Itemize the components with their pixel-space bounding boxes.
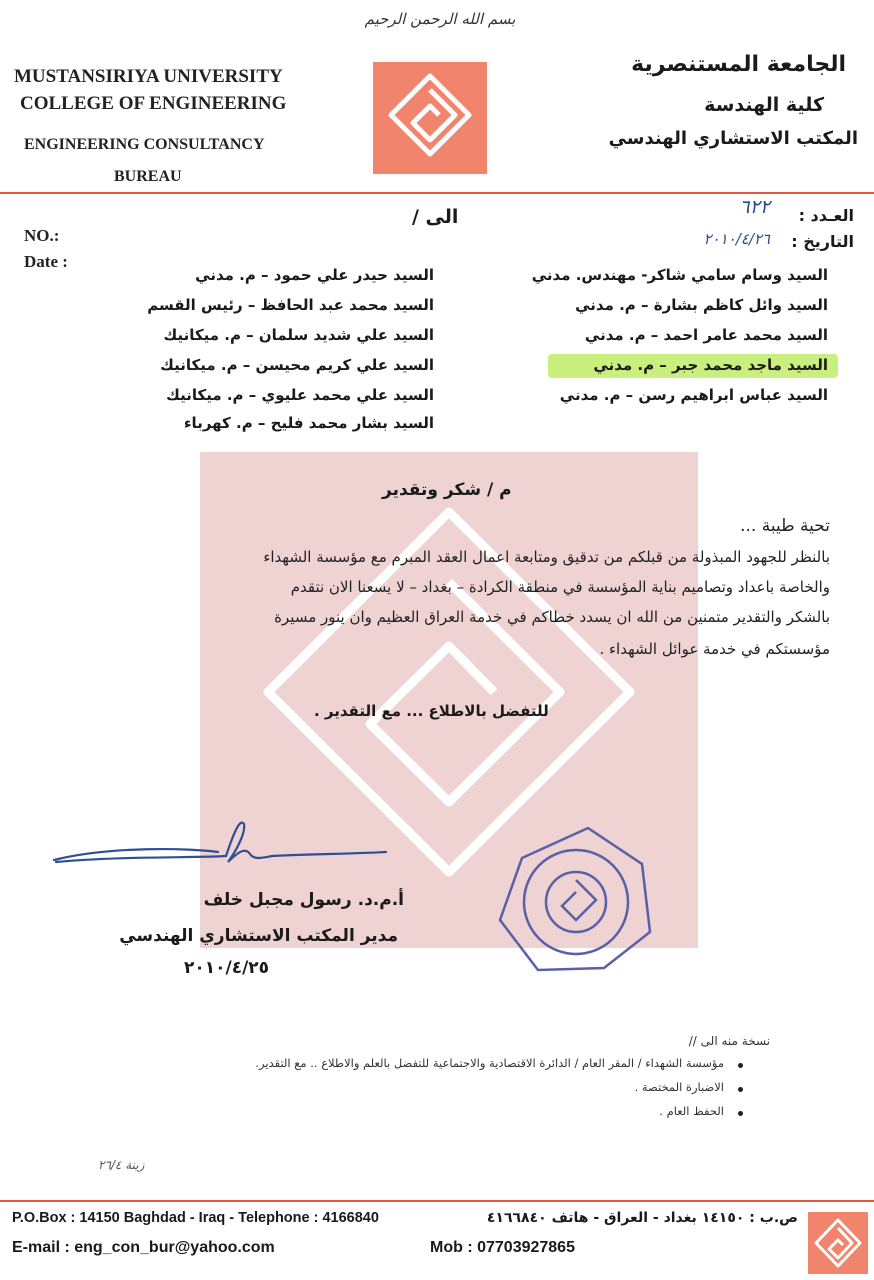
date-label-en: Date : — [24, 252, 68, 271]
to-label: الى / — [412, 206, 459, 228]
basmala: بسم الله الرحمن الرحيم — [364, 10, 516, 28]
number-value: ٦٢٢ — [739, 196, 770, 218]
official-stamp — [492, 820, 662, 976]
university-logo — [373, 62, 487, 174]
footer-email[interactable]: E-mail : eng_con_bur@yahoo.com — [12, 1239, 275, 1256]
logo-emblem-icon — [373, 62, 487, 174]
college-name-ar: كلية الهندسة — [704, 94, 824, 116]
letter-body-line-4: مؤسستكم في خدمة عوائل الشهداء . — [599, 640, 830, 658]
university-name-ar: الجامعة المستنصرية — [631, 52, 846, 77]
letter-body-line-2: والخاصة باعداد وتصاميم بناية المؤسسة في منطقة الكرادة – بغداد – لا يسعنا الان نتقدم — [290, 578, 830, 596]
recipient-left-5: السيد علي محمد عليوي – م. ميكانيك — [166, 386, 434, 404]
footer-divider — [0, 1200, 874, 1202]
copy-item-3: الحفظ العام . — [659, 1104, 724, 1118]
signatory-title: مدير المكتب الاستشاري الهندسي — [119, 926, 398, 946]
signatory-name: أ.م.د. رسول مجبل خلف — [203, 890, 404, 910]
university-name-en: MUSTANSIRIYA UNIVERSITY — [14, 66, 283, 87]
copy-bullet-3 — [738, 1111, 743, 1116]
bureau-name-en-1: ENGINEERING CONSULTANCY — [24, 136, 265, 153]
signature-date: ٢٠١٠/٤/٢٥ — [184, 958, 270, 978]
letter-greeting: تحية طيبة ... — [740, 516, 830, 536]
recipient-left-6: السيد بشار محمد فليح – م. كهرباء — [183, 414, 434, 432]
recipient-right-2: السيد وائل كاظم بشارة – م. مدني — [575, 296, 828, 314]
footer-address-ar: ص.ب : ١٤١٥٠ بغداد - العراق - هاتف ٤١٦٦٨٤٠ — [486, 1210, 798, 1226]
copy-item-1: مؤسسة الشهداء / المقر العام / الدائرة الاقتصادية والاجتماعية للتفضل بالعلم والاطلاع .. مع التقدير. — [255, 1056, 724, 1070]
letter-body-line-1: بالنظر للجهود المبذولة من قبلكم من تدقيق ومتابعة اعمال العقد المبرم مع مؤسسة الشهداء — [263, 548, 830, 566]
copy-bullet-1 — [738, 1063, 743, 1068]
copy-item-2: الاضبارة المختصة . — [634, 1080, 724, 1094]
recipient-left-1: السيد حيدر علي حمود – م. مدني — [195, 266, 434, 284]
handwritten-signature — [50, 812, 400, 882]
letter-body-line-3: بالشكر والتقدير متمنين من الله ان يسدد خطاكم في خدمة العراق العظيم وان ينور مسيرة — [274, 608, 830, 626]
bureau-name-en-2: BUREAU — [114, 168, 182, 185]
number-label-ar: العـدد : — [798, 206, 854, 225]
copies-heading: نسخة منه الى // — [688, 1034, 770, 1048]
header-divider — [0, 192, 874, 194]
college-name-en: COLLEGE OF ENGINEERING — [20, 93, 287, 114]
recipient-right-3: السيد محمد عامر احمد – م. مدني — [584, 326, 828, 344]
date-label-ar: التاريخ : — [791, 232, 854, 251]
recipient-right-5: السيد عباس ابراهيم رسن – م. مدني — [559, 386, 828, 404]
footer-logo-emblem-icon — [808, 1212, 868, 1274]
recipient-right-4: السيد ماجد محمد جبر – م. مدني — [593, 356, 828, 374]
recipient-left-3: السيد علي شديد سلمان – م. ميكانيك — [163, 326, 434, 344]
date-value: ٢٠١٠/٤/٢٦ — [703, 230, 770, 248]
letter-closing: للتفضل بالاطلاع ... مع التقدير . — [314, 702, 549, 720]
letter-subject: م / شكر وتقدير — [382, 480, 512, 500]
footer-logo — [808, 1212, 868, 1274]
typist-initials: زينة ٢٦/٤ — [98, 1158, 145, 1172]
footer-mobile: Mob : 07703927865 — [430, 1239, 575, 1256]
bureau-name-ar: المكتب الاستشاري الهندسي — [608, 128, 858, 149]
number-label-en: NO.: — [24, 226, 60, 245]
footer-address-en: P.O.Box : 14150 Baghdad - Iraq - Telephone : 4166840 — [12, 1210, 379, 1226]
recipient-right-1: السيد وسام سامي شاكر- مهندس. مدني — [531, 266, 828, 284]
recipient-left-2: السيد محمد عبد الحافظ – رئيس القسم — [147, 296, 434, 314]
copy-bullet-2 — [738, 1087, 743, 1092]
recipient-left-4: السيد علي كريم محيسن – م. ميكانيك — [160, 356, 434, 374]
